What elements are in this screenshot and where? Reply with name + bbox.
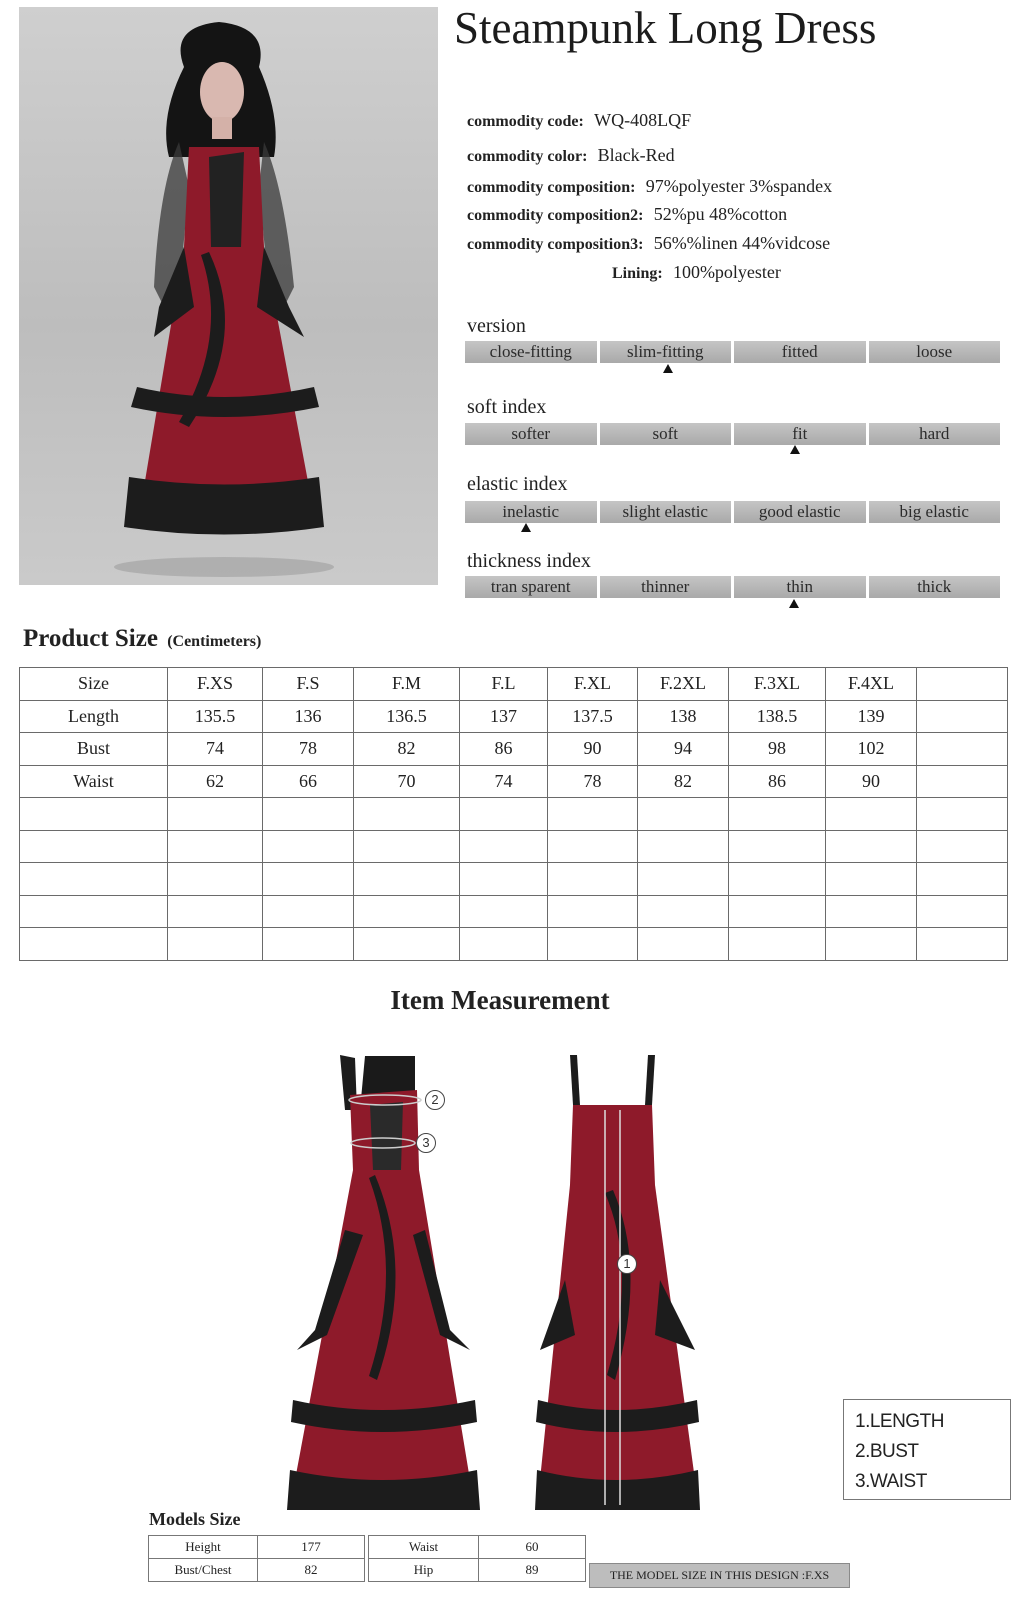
- table-cell: [917, 830, 1008, 863]
- table-cell: 74: [460, 765, 548, 798]
- table-cell: [826, 895, 917, 928]
- scale-title-version: version: [467, 315, 526, 337]
- table-cell: [917, 798, 1008, 831]
- table-cell: [638, 895, 729, 928]
- spec-composition2: [467, 201, 787, 227]
- scale-title-thickness: thickness index: [467, 550, 591, 572]
- table-cell: 98: [729, 733, 826, 766]
- thickness-marker-icon: [789, 599, 799, 608]
- spec-label: commodity composition:: [467, 179, 636, 196]
- scale-option: thin: [734, 576, 866, 598]
- table-cell: [917, 863, 1008, 896]
- scale-bar-thickness: [465, 576, 1000, 598]
- scale-option: hard: [869, 423, 1001, 445]
- table-row: [20, 863, 1008, 896]
- table-cell: [729, 798, 826, 831]
- table-cell: 136.5: [354, 700, 460, 733]
- model-photo: [19, 7, 438, 585]
- table-cell: [460, 830, 548, 863]
- scale-option: big elastic: [869, 501, 1001, 523]
- table-cell: [263, 798, 354, 831]
- table-cell: [460, 895, 548, 928]
- size-table-header: [20, 668, 1008, 701]
- spec-composition: [467, 173, 832, 199]
- table-cell: [548, 830, 638, 863]
- marker-1: 1: [617, 1254, 637, 1274]
- scale-option: loose: [869, 341, 1001, 363]
- scale-title-soft: soft index: [467, 396, 547, 418]
- model-value: 177: [258, 1536, 365, 1559]
- scale-option: softer: [465, 423, 597, 445]
- table-cell: 66: [263, 765, 354, 798]
- spec-composition3: [467, 230, 830, 256]
- table-cell: Waist: [20, 765, 168, 798]
- table-cell: 139: [826, 700, 917, 733]
- table-cell: [168, 863, 263, 896]
- table-cell: [826, 863, 917, 896]
- version-marker-icon: [663, 364, 673, 373]
- table-cell: [354, 830, 460, 863]
- spec-lining: [612, 259, 781, 285]
- spec-code: [467, 107, 691, 133]
- models-size-title: Models Size: [149, 1509, 241, 1529]
- table-row: [20, 765, 1008, 798]
- table-row: [20, 895, 1008, 928]
- spec-value: 100%polyester: [672, 262, 781, 282]
- table-header-cell: F.2XL: [638, 668, 729, 701]
- model-label: Waist: [369, 1536, 479, 1559]
- table-cell: [20, 928, 168, 961]
- models-table-left: [148, 1535, 365, 1582]
- table-cell: [826, 798, 917, 831]
- scale-option: tran sparent: [465, 576, 597, 598]
- size-table: [19, 667, 1008, 961]
- table-header-cell: F.L: [460, 668, 548, 701]
- product-size-title: [23, 625, 261, 653]
- table-cell: 137: [460, 700, 548, 733]
- scale-option: inelastic: [465, 501, 597, 523]
- table-cell: [168, 895, 263, 928]
- table-cell: 70: [354, 765, 460, 798]
- model-value: 60: [479, 1536, 586, 1559]
- table-cell: [917, 733, 1008, 766]
- table-cell: [917, 928, 1008, 961]
- table-cell: [354, 895, 460, 928]
- spec-label: commodity composition2:: [467, 207, 644, 224]
- table-cell: Bust: [20, 733, 168, 766]
- scale-title-elastic: elastic index: [467, 473, 568, 495]
- table-cell: [638, 830, 729, 863]
- scale-option: fit: [734, 423, 866, 445]
- spec-value: WQ-408LQF: [594, 110, 692, 130]
- spec-value: Black-Red: [597, 145, 675, 165]
- table-cell: [548, 895, 638, 928]
- table-cell: 86: [460, 733, 548, 766]
- scale-option: thinner: [600, 576, 732, 598]
- table-cell: 138.5: [729, 700, 826, 733]
- scale-option: fitted: [734, 341, 866, 363]
- soft-marker-icon: [790, 445, 800, 454]
- item-measurement-title: Item Measurement: [390, 985, 610, 1015]
- table-row: [20, 928, 1008, 961]
- marker-3: 3: [416, 1133, 436, 1153]
- scale-option: good elastic: [734, 501, 866, 523]
- legend-bust: 2.BUST: [855, 1441, 919, 1462]
- table-cell: [548, 798, 638, 831]
- table-cell: 78: [548, 765, 638, 798]
- table-header-cell: F.S: [263, 668, 354, 701]
- spec-label: commodity composition3:: [467, 236, 644, 253]
- table-cell: 62: [168, 765, 263, 798]
- model-value: 82: [258, 1559, 365, 1582]
- table-header-cell: F.XS: [168, 668, 263, 701]
- table-cell: [168, 830, 263, 863]
- table-header-cell: F.XL: [548, 668, 638, 701]
- product-size-unit: (Centimeters): [167, 633, 262, 650]
- table-cell: [548, 928, 638, 961]
- table-row: [20, 700, 1008, 733]
- table-cell: [20, 863, 168, 896]
- table-cell: [729, 895, 826, 928]
- spec-value: 52%pu 48%cotton: [653, 204, 788, 224]
- table-cell: [263, 928, 354, 961]
- elastic-marker-icon: [521, 523, 531, 532]
- table-row: [20, 830, 1008, 863]
- dress-front-diagram: [285, 1050, 485, 1510]
- table-cell: [460, 863, 548, 896]
- models-table-right: [368, 1535, 586, 1582]
- table-cell: 137.5: [548, 700, 638, 733]
- table-header-cell: F.4XL: [826, 668, 917, 701]
- dress-back-diagram: [535, 1050, 700, 1510]
- legend-waist: 3.WAIST: [855, 1471, 927, 1492]
- product-size-heading: Product Size: [23, 625, 158, 652]
- scale-bar-soft: [465, 423, 1000, 445]
- scale-option: slight elastic: [600, 501, 732, 523]
- model-value: 89: [479, 1559, 586, 1582]
- table-cell: [826, 830, 917, 863]
- table-header-cell: F.M: [354, 668, 460, 701]
- table-cell: [826, 928, 917, 961]
- table-cell: [917, 700, 1008, 733]
- table-header-cell: Size: [20, 668, 168, 701]
- table-cell: [460, 928, 548, 961]
- table-cell: [917, 765, 1008, 798]
- spec-value: 97%polyester 3%spandex: [645, 176, 833, 196]
- marker-2: 2: [425, 1090, 445, 1110]
- table-cell: [638, 928, 729, 961]
- model-size-note: THE MODEL SIZE IN THIS DESIGN :F.XS: [589, 1563, 850, 1588]
- table-cell: [263, 830, 354, 863]
- table-cell: [460, 798, 548, 831]
- table-cell: [638, 863, 729, 896]
- table-row: [20, 733, 1008, 766]
- spec-label: commodity color:: [467, 148, 588, 165]
- table-cell: 94: [638, 733, 729, 766]
- table-cell: [729, 830, 826, 863]
- product-title: Steampunk Long Dress: [454, 3, 877, 53]
- model-dress-illustration: [19, 7, 438, 585]
- spec-label: commodity code:: [467, 113, 584, 130]
- table-cell: 102: [826, 733, 917, 766]
- table-cell: [354, 863, 460, 896]
- scale-option: thick: [869, 576, 1001, 598]
- scale-option: slim-fitting: [600, 341, 732, 363]
- table-cell: [20, 895, 168, 928]
- table-cell: 138: [638, 700, 729, 733]
- table-cell: 136: [263, 700, 354, 733]
- table-cell: 90: [826, 765, 917, 798]
- table-cell: 82: [638, 765, 729, 798]
- table-cell: [729, 928, 826, 961]
- table-cell: [263, 895, 354, 928]
- table-cell: [917, 895, 1008, 928]
- scale-bar-version: [465, 341, 1000, 363]
- scale-bar-elastic: [465, 501, 1000, 523]
- table-cell: [263, 863, 354, 896]
- table-cell: [354, 798, 460, 831]
- table-cell: Length: [20, 700, 168, 733]
- model-label: Bust/Chest: [149, 1559, 258, 1582]
- table-cell: 86: [729, 765, 826, 798]
- table-cell: [638, 798, 729, 831]
- table-cell: 82: [354, 733, 460, 766]
- table-cell: 74: [168, 733, 263, 766]
- table-cell: 135.5: [168, 700, 263, 733]
- model-label: Height: [149, 1536, 258, 1559]
- table-row: [20, 798, 1008, 831]
- table-cell: [20, 798, 168, 831]
- table-cell: [354, 928, 460, 961]
- table-cell: [168, 928, 263, 961]
- table-cell: 90: [548, 733, 638, 766]
- scale-option: soft: [600, 423, 732, 445]
- table-cell: 78: [263, 733, 354, 766]
- table-header-cell: [917, 668, 1008, 701]
- scale-option: close-fitting: [465, 341, 597, 363]
- table-cell: [548, 863, 638, 896]
- table-header-cell: F.3XL: [729, 668, 826, 701]
- spec-value: 56%%linen 44%vidcose: [653, 233, 831, 253]
- legend-length: 1.LENGTH: [855, 1411, 944, 1432]
- measurement-legend: [843, 1399, 1011, 1500]
- model-label: Hip: [369, 1559, 479, 1582]
- table-cell: [729, 863, 826, 896]
- spec-label: Lining:: [612, 265, 663, 282]
- table-cell: [20, 830, 168, 863]
- table-cell: [168, 798, 263, 831]
- spec-color: [467, 142, 675, 168]
